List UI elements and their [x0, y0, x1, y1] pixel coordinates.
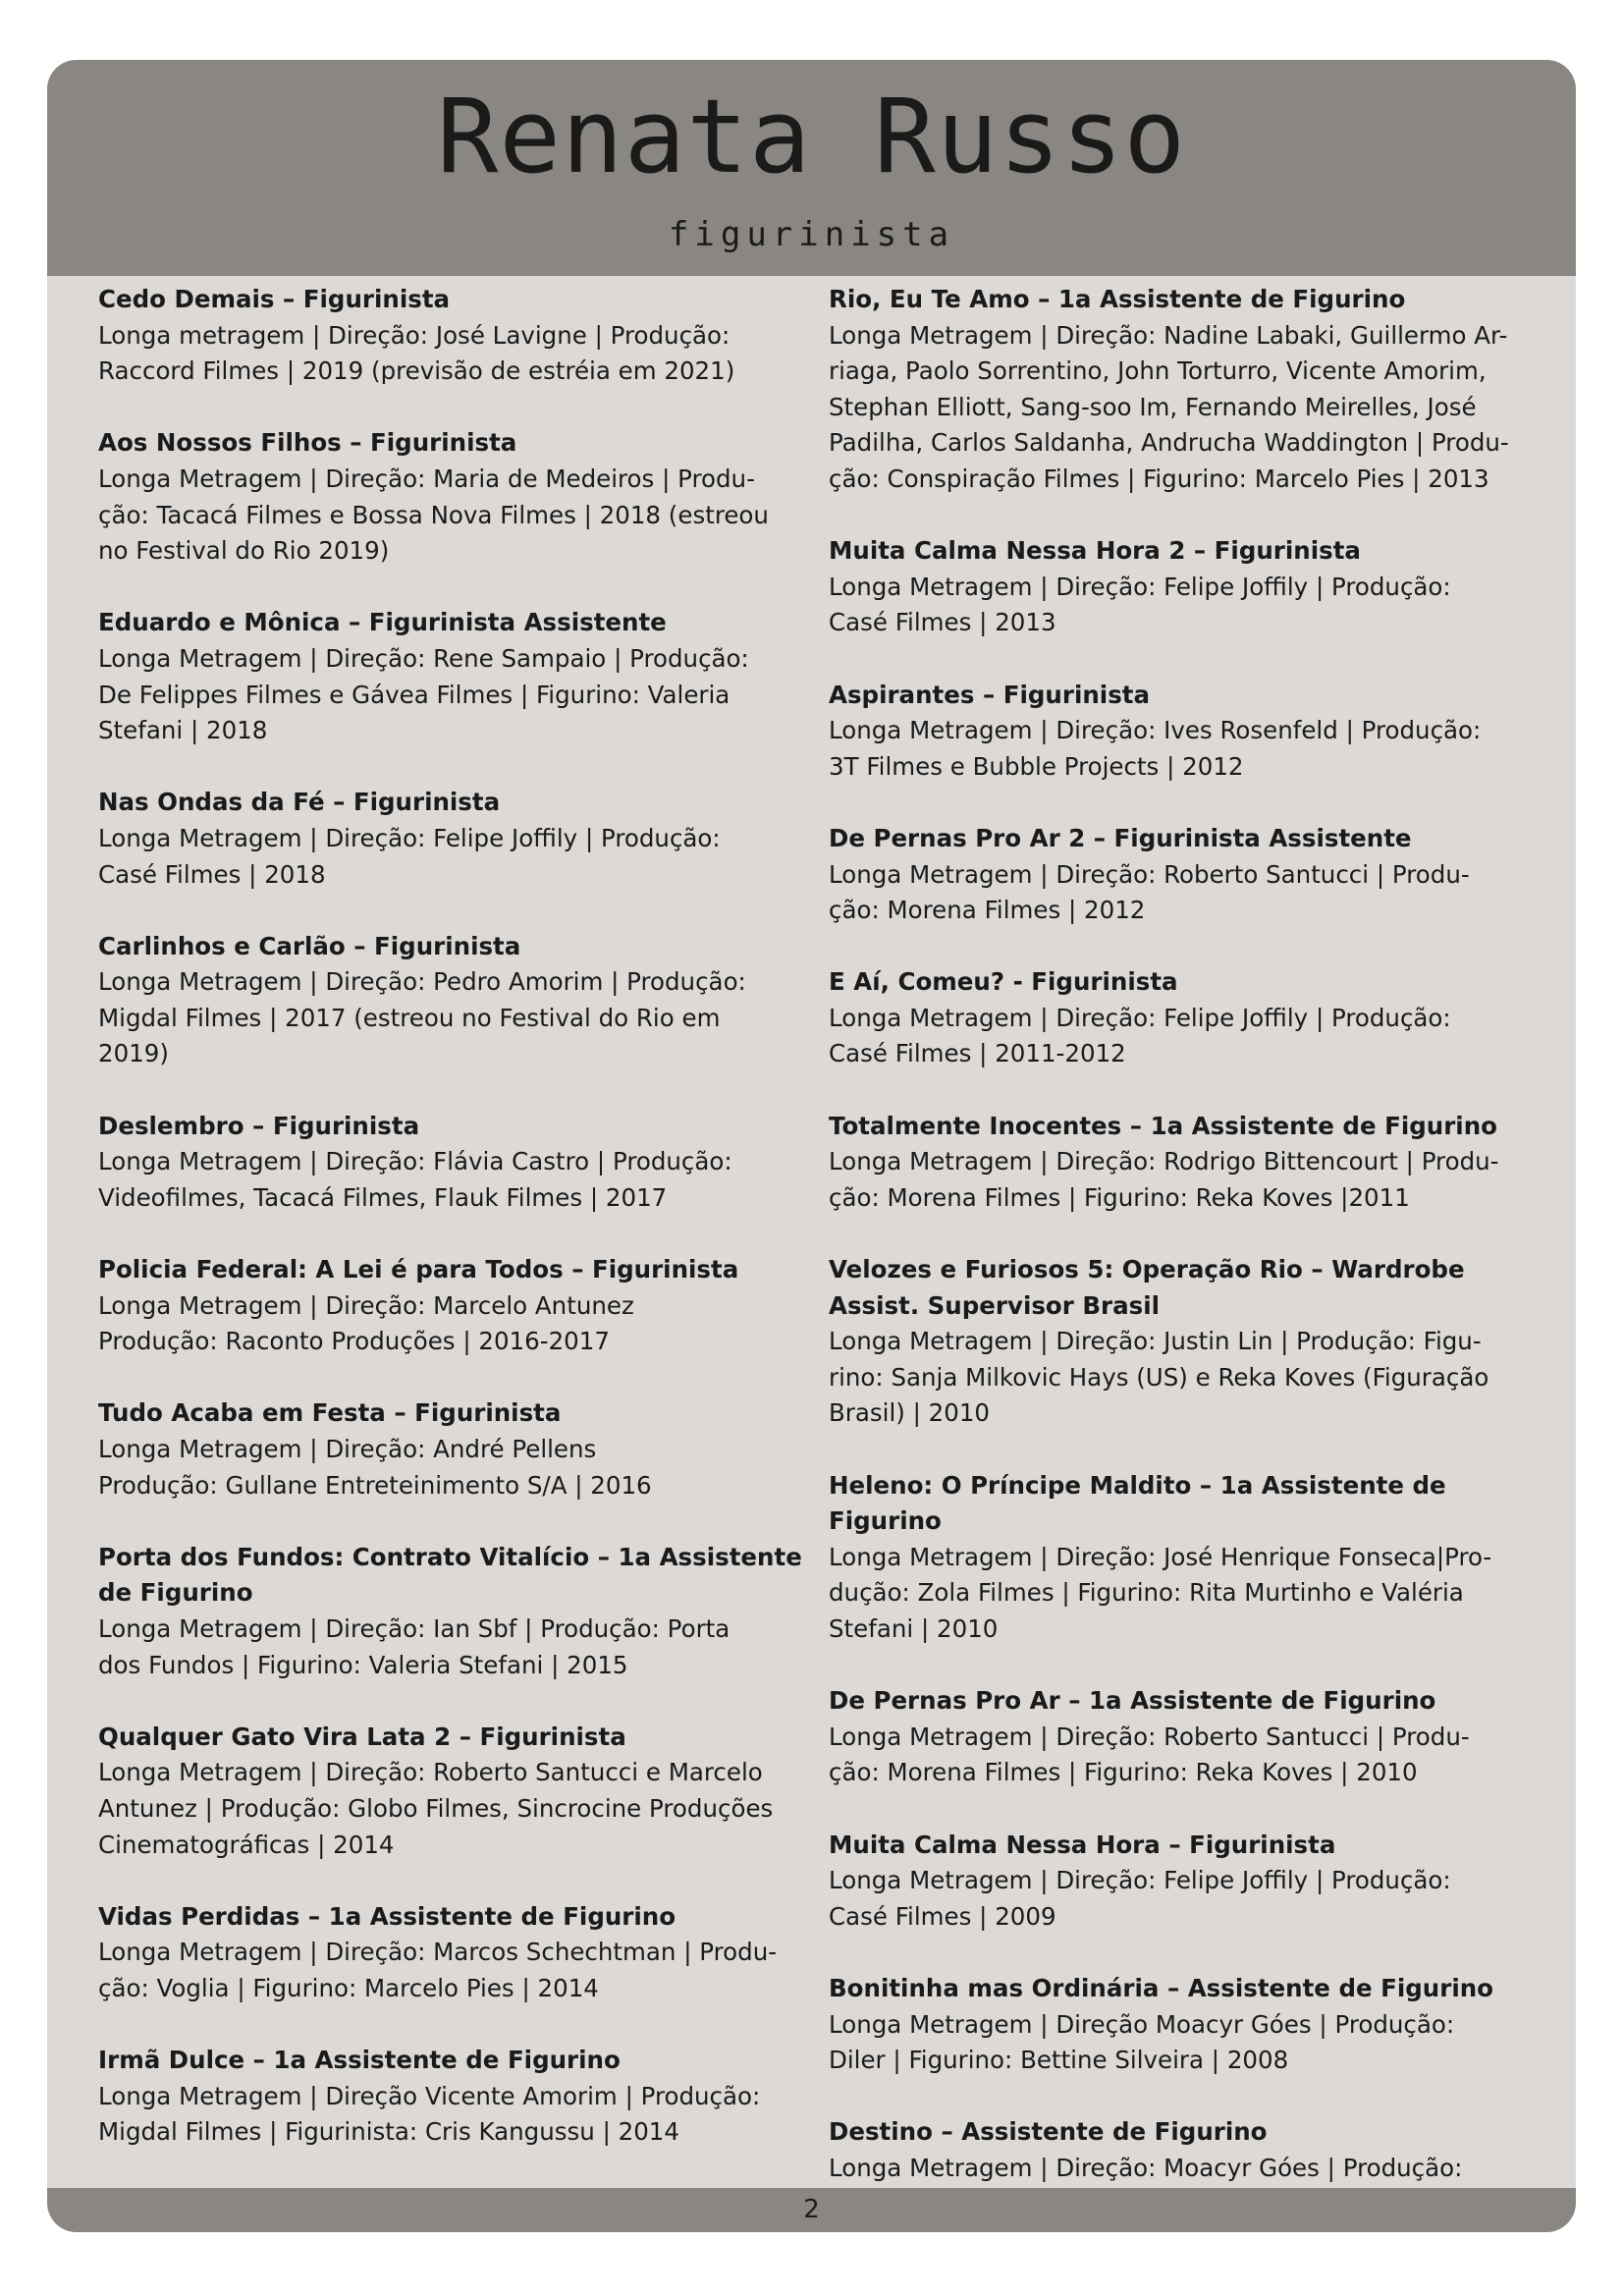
entry-detail-line: ção: Tacacá Filmes e Bossa Nova Filmes | 2018 (estreou — [98, 500, 769, 529]
entry-detail-line: Longa Metragem | Direção: Roberto Santucci e Marcelo — [98, 1758, 763, 1787]
entry-detail-line: Stefani | 2018 — [98, 716, 268, 745]
filmography-entry — [829, 1828, 1541, 1936]
entry-detail-line: Cinematográficas | 2014 — [98, 1830, 395, 1859]
entry-title: Carlinhos e Carlão – Figurinista — [98, 931, 521, 960]
entry-title: Heleno: O Príncipe Maldito – 1a Assistente de Figurino — [829, 1470, 1446, 1536]
entry-detail-line: 3T Filmes e Bubble Projects | 2012 — [829, 751, 1244, 781]
filmography-entry — [98, 1540, 805, 1683]
entry-detail-line: Longa Metragem | Direção: Pedro Amorim | Produção: — [98, 967, 746, 997]
entry-detail-line: Longa Metragem | Direção: Maria de Medeiros | Produ- — [98, 464, 755, 493]
entry-title: Eduardo e Mônica – Figurinista Assistente — [98, 608, 667, 637]
entry-title: De Pernas Pro Ar 2 – Figurinista Assistente — [829, 823, 1412, 852]
entry-detail-line: Longa Metragem | Direção: Rodrigo Bittencourt | Produ- — [829, 1147, 1499, 1176]
entry-detail-line: Produção: Gullane Entreteinimento S/A | 2016 — [98, 1470, 652, 1500]
header-banner — [47, 60, 1576, 276]
entry-detail-line: Longa Metragem | Direção Moacyr Góes | Produção: — [829, 2009, 1455, 2039]
entry-detail-line: Longa metragem | Direção: José Lavigne | Produção: — [98, 320, 730, 350]
entry-detail-line: rino: Sanja Milkovic Hays (US) e Reka Koves (Figuração — [829, 1362, 1489, 1392]
entry-detail-line: Longa Metragem | Direção: Nadine Labaki, Guillermo Ar- — [829, 320, 1508, 350]
filmography-entry — [829, 1468, 1541, 1648]
entry-detail-line: Longa Metragem | Direção: Felipe Joffily | Produção: — [98, 823, 721, 852]
entry-title: Velozes e Furiosos 5: Operação Rio – Wardrobe Assist. Supervisor Brasil — [829, 1255, 1465, 1320]
entry-title: Muita Calma Nessa Hora 2 – Figurinista — [829, 536, 1361, 566]
filmography-entry — [98, 1252, 805, 1360]
entry-title: Qualquer Gato Vira Lata 2 – Figurinista — [98, 1722, 626, 1751]
filmography-entry — [98, 1109, 805, 1217]
entry-detail-line: dos Fundos | Figurino: Valeria Stefani | 2015 — [98, 1650, 628, 1679]
left-column — [98, 282, 805, 2186]
filmography-entry — [829, 1971, 1541, 2079]
entry-detail-line: 2019) — [98, 1039, 169, 1068]
entry-detail-line: Longa Metragem | Direção: José Henrique Fonseca|Pro- — [829, 1542, 1492, 1571]
page-number: 2 — [803, 2195, 820, 2224]
entry-detail-line: Longa Metragem | Direção: Marcelo Antunez — [98, 1290, 634, 1320]
entry-title: E Aí, Comeu? - Figurinista — [829, 967, 1178, 997]
footer-bar — [47, 2188, 1576, 2232]
entry-detail-line: Longa Metragem | Direção: Felipe Joffily | Produção: — [829, 1003, 1451, 1032]
entry-detail-line: Stefani | 2010 — [829, 1613, 999, 1643]
entry-detail-line: ção: Morena Filmes | Figurino: Reka Koves |2011 — [829, 1182, 1410, 1212]
filmography-entry — [829, 1109, 1541, 1217]
entry-title: Vidas Perdidas – 1a Assistente de Figurino — [98, 1901, 676, 1931]
entry-title: Aos Nossos Filhos – Figurinista — [98, 428, 517, 458]
filmography-entry — [98, 605, 805, 748]
entry-detail-line: Casé Filmes | 2013 — [829, 608, 1056, 637]
entry-title: Aspirantes – Figurinista — [829, 680, 1151, 709]
entry-detail-line: Longa Metragem | Direção: Justin Lin | Produção: Figu- — [829, 1327, 1482, 1356]
entry-detail-line: De Felippes Filmes e Gávea Filmes | Figurino: Valeria — [98, 680, 730, 709]
entry-detail-line: Stephan Elliott, Sang-soo Im, Fernando Meirelles, José — [829, 392, 1477, 421]
filmography-entry — [98, 1720, 805, 1863]
entry-detail-line: ção: Voglia | Figurino: Marcelo Pies | 2014 — [98, 1973, 599, 2002]
entry-detail-line: ção: Conspiração Filmes | Figurino: Marcelo Pies | 2013 — [829, 464, 1489, 493]
entry-detail-line: Longa Metragem | Direção: Roberto Santucci | Produ- — [829, 859, 1470, 889]
person-role: figurinista — [668, 215, 955, 254]
entry-detail-line: ção: Morena Filmes | 2012 — [829, 896, 1146, 925]
filmography-entry — [829, 964, 1541, 1072]
entry-detail-line: ção: Morena Filmes | Figurino: Reka Koves | 2010 — [829, 1758, 1418, 1787]
entry-detail-line: Longa Metragem | Direção: Roberto Santucci | Produ- — [829, 1722, 1470, 1751]
filmography-entry — [829, 1252, 1541, 1432]
entry-detail-line: Longa Metragem | Direção: Ives Rosenfeld | Produção: — [829, 716, 1482, 745]
filmography-entry — [829, 1683, 1541, 1791]
entry-title: Deslembro – Figurinista — [98, 1111, 420, 1140]
entry-detail-line: Antunez | Produção: Globo Filmes, Sincrocine Produções — [98, 1793, 774, 1823]
person-name: Renata Russo — [436, 77, 1187, 196]
entry-detail-line: Casé Filmes | 2018 — [98, 859, 326, 889]
filmography-entry — [98, 282, 805, 390]
entry-title: Policia Federal: A Lei é para Todos – Figurinista — [98, 1255, 739, 1285]
entry-detail-line: Longa Metragem | Direção: Flávia Castro | Produção: — [98, 1147, 732, 1176]
resume-page — [47, 60, 1576, 2232]
filmography-entry — [829, 678, 1541, 786]
entry-title: Tudo Acaba em Festa – Figurinista — [98, 1398, 562, 1428]
entry-title: Rio, Eu Te Amo – 1a Assistente de Figurino — [829, 285, 1406, 313]
entry-title: Destino – Assistente de Figurino — [829, 2117, 1268, 2147]
entry-detail-line: Migdal Filmes | Figurinista: Cris Kangussu | 2014 — [98, 2117, 679, 2147]
entry-detail-line: Videofilmes, Tacacá Filmes, Flauk Filmes | 2017 — [98, 1182, 668, 1212]
entry-detail-line: dução: Zola Filmes | Figurino: Rita Murtinho e Valéria — [829, 1578, 1464, 1608]
filmography-entry — [98, 1395, 805, 1503]
filmography-entry — [98, 1899, 805, 2007]
entry-detail-line: Raccord Filmes | 2019 (previsão de estréia em 2021) — [98, 356, 735, 386]
entry-detail-line: Longa Metragem | Direção: Rene Sampaio | Produção: — [98, 643, 749, 673]
filmography-entry — [829, 821, 1541, 929]
entry-detail-line: Diler | Figurino: Bettine Silveira | 2008 — [829, 2046, 1289, 2075]
filmography-entry — [98, 785, 805, 893]
entry-title: Totalmente Inocentes – 1a Assistente de Figurino — [829, 1111, 1497, 1140]
entry-title: Cedo Demais – Figurinista — [98, 285, 451, 313]
entry-title: Bonitinha mas Ordinária – Assistente de Figurino — [829, 1973, 1494, 2002]
entry-detail-line: Padilha, Carlos Saldanha, Andrucha Waddington | Produ- — [829, 428, 1509, 458]
entry-detail-line: Longa Metragem | Direção: Moacyr Góes | Produção: — [829, 2153, 1463, 2182]
filmography-entry — [829, 533, 1541, 641]
filmography-entry — [98, 929, 805, 1072]
entry-detail-line: Longa Metragem | Direção: André Pellens — [98, 1435, 597, 1463]
entry-detail-line: Produção: Raconto Produções | 2016-2017 — [98, 1327, 610, 1356]
filmography-entry — [98, 2043, 805, 2151]
entry-detail-line: riaga, Paolo Sorrentino, John Torturro, Vicente Amorim, — [829, 356, 1487, 386]
entry-detail-line: Casé Filmes | 2009 — [829, 1901, 1056, 1931]
entry-detail-line: Longa Metragem | Direção: Ian Sbf | Produção: Porta — [98, 1613, 730, 1643]
entry-detail-line: Longa Metragem | Direção: Marcos Schechtman | Produ- — [98, 1938, 778, 1967]
entry-detail-line: Longa Metragem | Direção: Felipe Joffily | Produção: — [829, 572, 1451, 601]
entry-title: Nas Ondas da Fé – Figurinista — [98, 788, 501, 817]
filmography-entry — [98, 425, 805, 569]
entry-detail-line: no Festival do Rio 2019) — [98, 536, 390, 566]
filmography-entry — [829, 282, 1541, 498]
right-column — [829, 282, 1541, 2232]
entry-detail-line: Casé Filmes | 2011-2012 — [829, 1039, 1126, 1068]
entry-title: Irmã Dulce – 1a Assistente de Figurino — [98, 2046, 621, 2075]
entry-detail-line: Longa Metragem | Direção Vicente Amorim | Produção: — [98, 2081, 761, 2110]
entry-detail-line: Brasil) | 2010 — [829, 1398, 991, 1428]
entry-title: Porta dos Fundos: Contrato Vitalício – 1a Assistente de Figurino — [98, 1542, 802, 1608]
entry-detail-line: Longa Metragem | Direção: Felipe Joffily | Produção: — [829, 1866, 1451, 1895]
entry-title: Muita Calma Nessa Hora – Figurinista — [829, 1830, 1336, 1859]
entry-title: De Pernas Pro Ar – 1a Assistente de Figurino — [829, 1686, 1436, 1716]
entry-detail-line: Migdal Filmes | 2017 (estreou no Festival do Rio em — [98, 1003, 721, 1032]
